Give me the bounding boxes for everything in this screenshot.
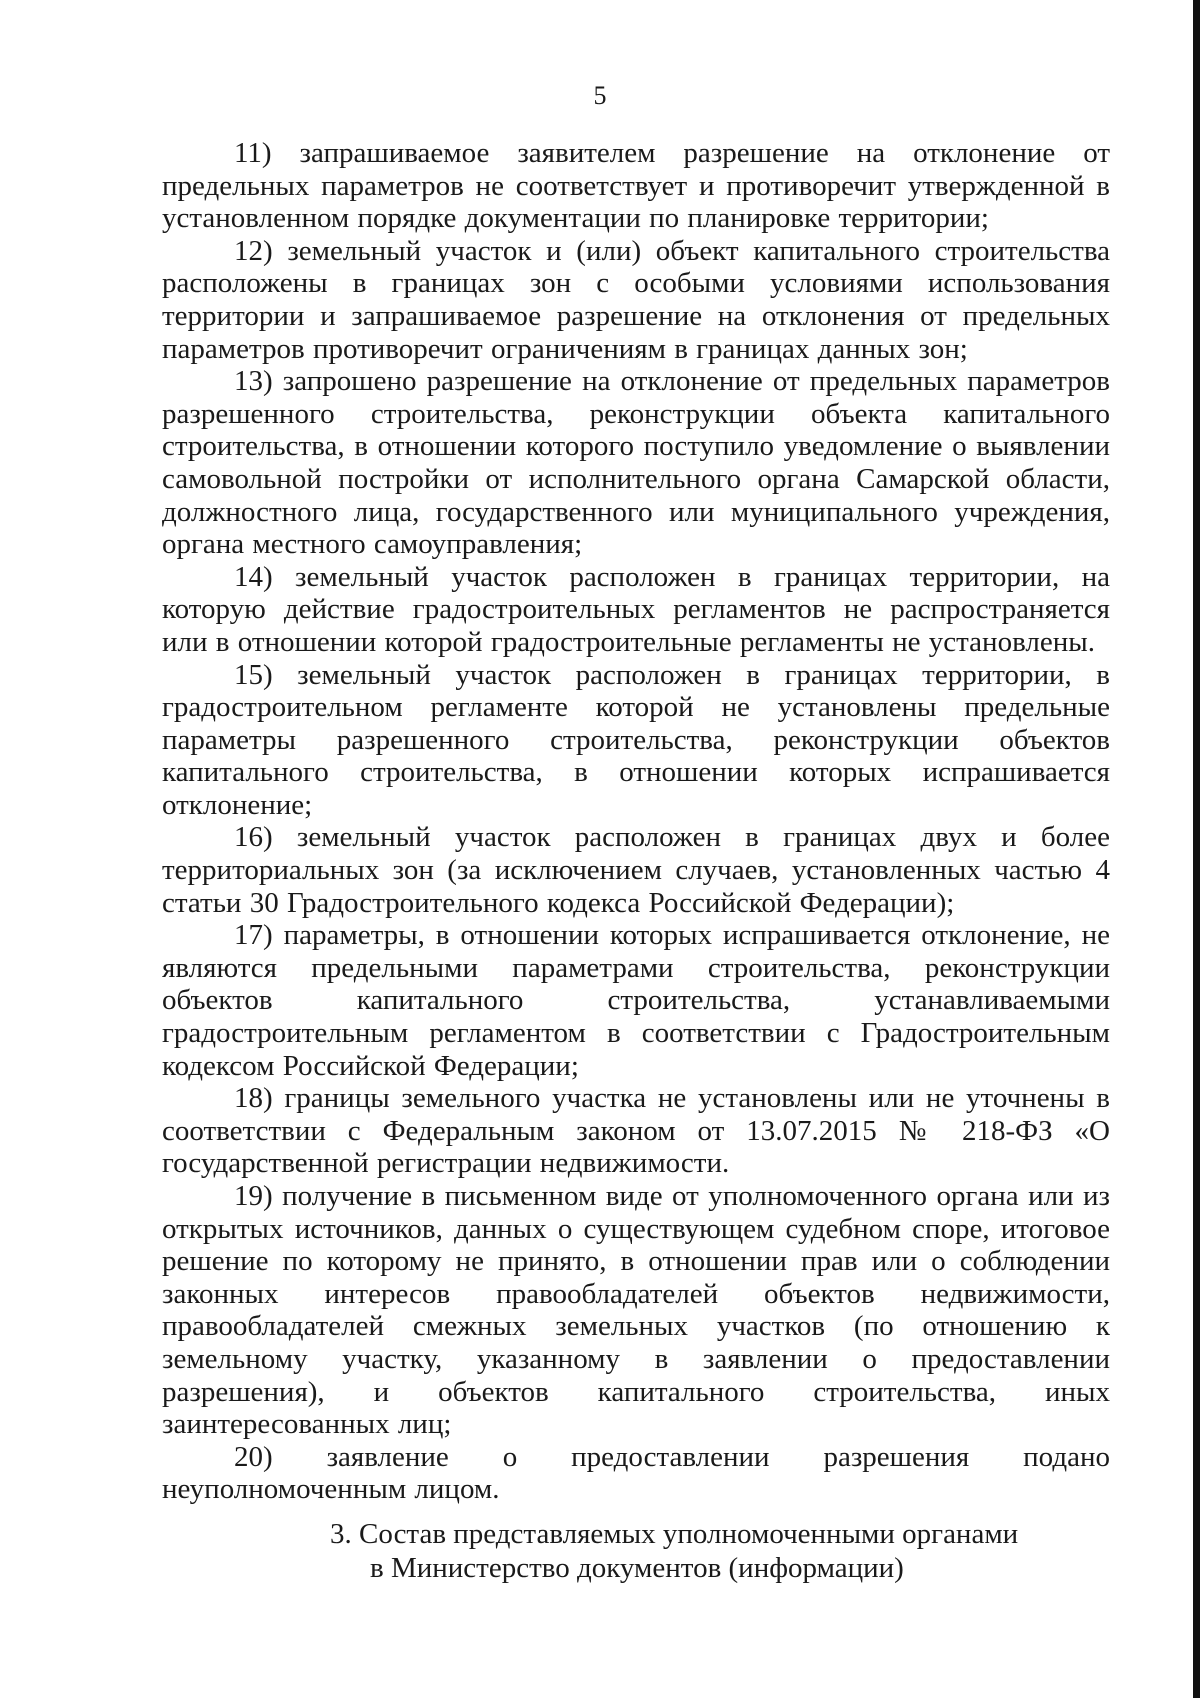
list-item-12: 12) земельный участок и (или) объект капитального строительства расположены в границах зон с особыми условиями использования территории и запрашиваемое разрешение на отклонения от предельных параметров противоречит ограничениям в границах данных зон; xyxy=(162,234,1110,365)
section-heading xyxy=(330,1517,1030,1585)
list-item-15: 15) земельный участок расположен в границах территории, в градостроительном регламенте которой не установлены предельные параметры разрешенного строительства, реконструкции объектов капитального строительства, в отношении которых испрашивается отклонение; xyxy=(162,658,1110,821)
section-heading-line-2: в Министерство документов (информации) xyxy=(370,1552,904,1584)
document-body xyxy=(162,137,1110,1506)
list-item-11: 11) запрашиваемое заявителем разрешение на отклонение от предельных параметров не соответствует и противоречит утвержденной в установленном порядке документации по планировке территории; xyxy=(162,137,1110,235)
list-item-20: 20) заявление о предоставлении разрешения подано неуполномоченным лицом. xyxy=(162,1440,1110,1506)
list-item-17: 17) параметры, в отношении которых испрашивается отклонение, не являются предельными параметрами строительства, реконструкции объектов капитального строительства, устанавливаемыми градостроительным регламентом в соответствии с Градостроительным кодексом Российской Федерации; xyxy=(162,919,1110,1082)
scan-edge xyxy=(1193,0,1200,1698)
list-item-19: 19) получение в письменном виде от уполномоченного органа или из открытых источников, данных о существующем судебном споре, итоговое решение по которому не принято, в отношении прав или о соблюдении законных интересов правообладателей объектов недвижимости, правообладателей смежных земельных участков (по отношению к земельному участку, указанному в заявлении о предоставлении разрешения), и объектов капитального строительства, иных заинтересованных лиц; xyxy=(162,1180,1110,1441)
list-item-16: 16) земельный участок расположен в границах двух и более территориальных зон (за исключением случаев, установленных частью 4 статьи 30 Градостроительного кодекса Российской Федерации); xyxy=(162,821,1110,919)
list-item-18: 18) границы земельного участка не установлены или не уточнены в соответствии с Федеральным законом от 13.07.2015 № 218-ФЗ «О государственной регистрации недвижимости. xyxy=(162,1082,1110,1180)
page-number: 5 xyxy=(593,81,607,110)
list-item-14: 14) земельный участок расположен в границах территории, на которую действие градостроительных регламентов не распространяется или в отношении которой градостроительные регламенты не установлены. xyxy=(162,560,1110,658)
list-item-13: 13) запрошено разрешение на отклонение от предельных параметров разрешенного строительства, реконструкции объекта капитального строительства, в отношении которого поступило уведомление о выявлении самовольной постройки от исполнительного органа Самарской области, должностного лица, государственного или муниципального учреждения, органа местного самоуправления; xyxy=(162,365,1110,561)
section-heading-line-1: 3. Состав представляемых уполномоченными органами xyxy=(330,1518,1019,1550)
